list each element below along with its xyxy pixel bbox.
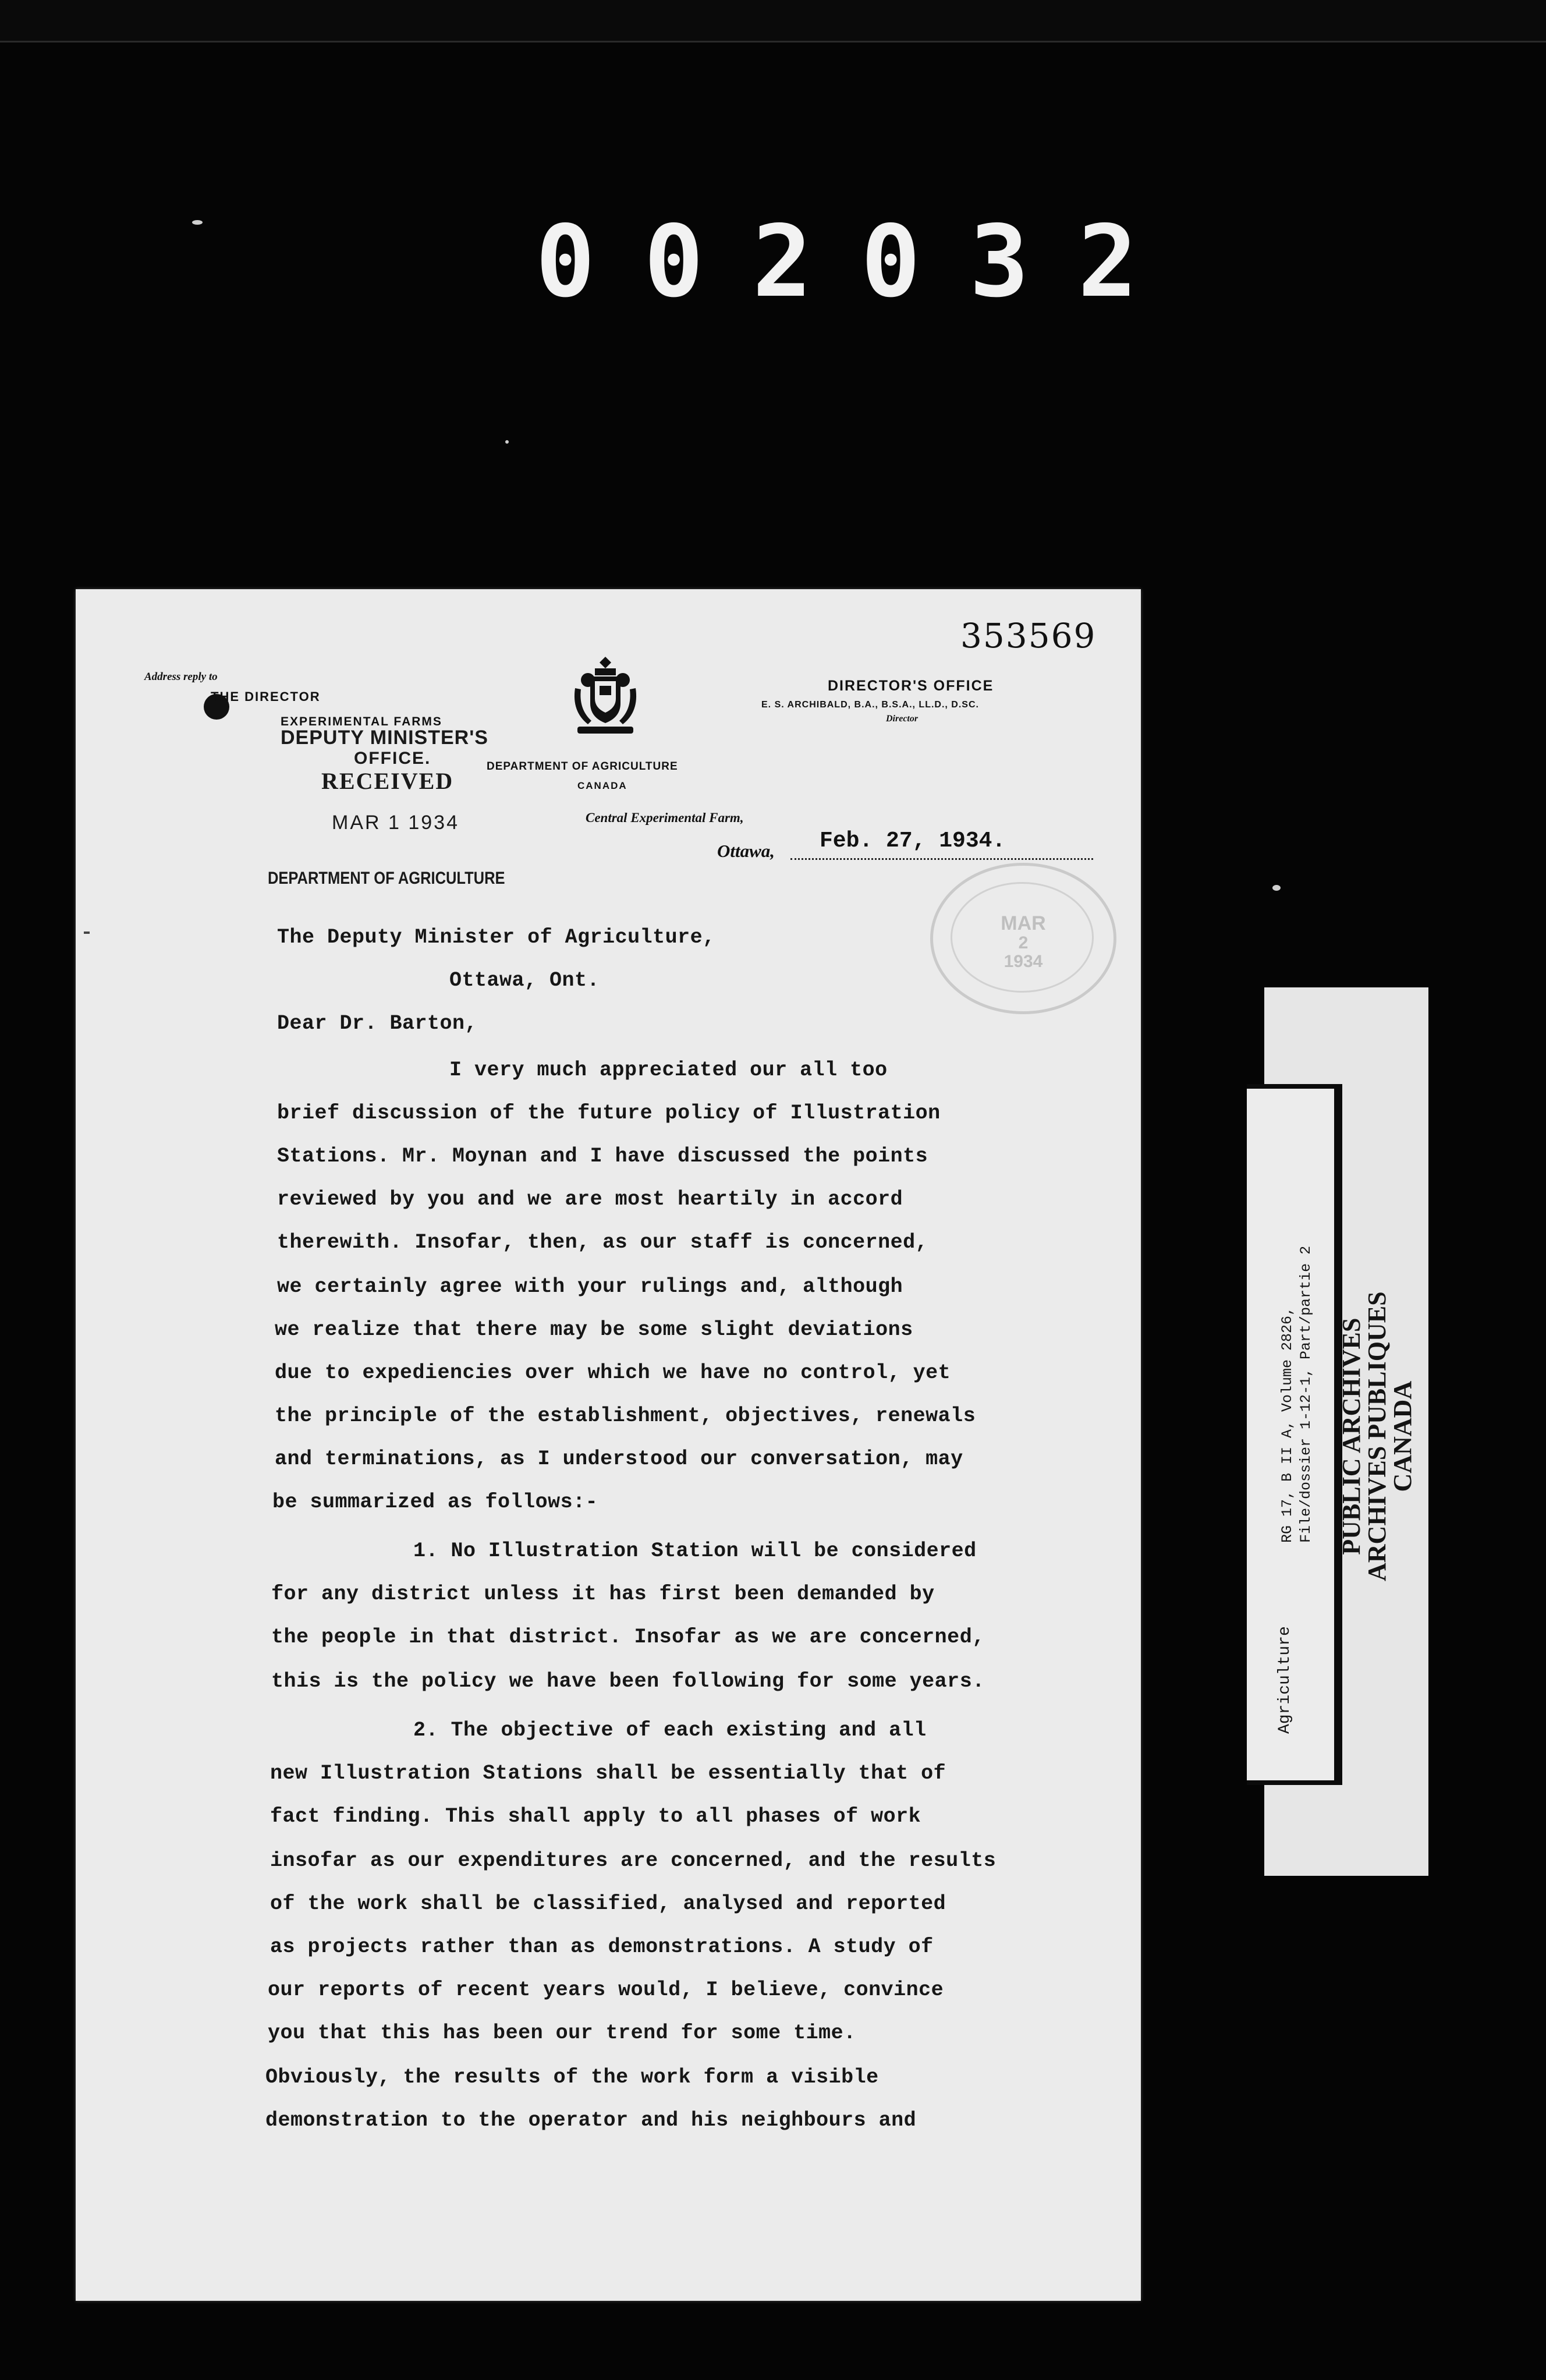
body-line: I very much appreciated our all too <box>449 1058 888 1082</box>
body-line: fact finding. This shall apply to all phases of work <box>270 1805 921 1828</box>
director-name: E. S. ARCHIBALD, B.A., B.S.A., LL.D., D.SC. <box>761 700 979 710</box>
letter-date: Feb. 27, 1934. <box>790 824 1093 860</box>
dust-speck <box>1272 885 1281 891</box>
microfilm-frame-edge <box>0 0 1546 42</box>
salutation: Dear Dr. Barton, <box>277 1012 478 1035</box>
addressee-line: The Deputy Minister of Agriculture, <box>277 926 715 949</box>
the-director-label: THE DIRECTOR <box>211 689 321 704</box>
address-reply-label: Address reply to <box>144 671 218 683</box>
archive-reference-line1: RG 17, B II A, Volume 2826, <box>1279 1306 1296 1543</box>
body-line: we realize that there may be some slight deviations <box>275 1318 913 1341</box>
archive-reference-line2: File/dossier 1-12-1, Part/partie 2 <box>1297 1245 1314 1543</box>
dust-speck <box>192 220 203 225</box>
correspondence-stamp-day: 2 <box>1018 933 1029 952</box>
frame-number: 002032 <box>536 204 1187 320</box>
directors-office-label: DIRECTOR'S OFFICE <box>828 678 994 694</box>
correspondence-stamp-month: MAR <box>1001 912 1046 934</box>
body-line: of the work shall be classified, analysed and reported <box>270 1892 946 1915</box>
body-line: for any district unless it has first been demanded by <box>271 1582 935 1606</box>
file-number: 353569 <box>960 616 1097 656</box>
received-stamp-line1: DEPUTY MINISTER'S <box>281 727 488 749</box>
body-line: our reports of recent years would, I believe, convince <box>268 1978 944 2002</box>
body-line: 2. The objective of each existing and all <box>413 1719 927 1742</box>
body-line: new Illustration Stations shall be essentially that of <box>270 1762 946 1785</box>
body-line: Stations. Mr. Moynan and I have discussed the points <box>277 1145 928 1168</box>
body-line: demonstration to the operator and his neighbours and <box>265 2109 917 2132</box>
body-line: and terminations, as I understood our conversation, may <box>275 1447 963 1471</box>
archive-name-line1: PUBLIC ARCHIVES <box>1337 1318 1366 1555</box>
experimental-farms-label: EXPERIMENTAL FARMS <box>281 715 442 728</box>
archive-name-line3: CANADA <box>1388 1380 1417 1492</box>
body-line: the principle of the establishment, objectives, renewals <box>275 1404 976 1428</box>
body-line: this is the policy we have been following for some years. <box>271 1670 985 1693</box>
received-stamp-date: MAR 1 1934 <box>332 812 459 834</box>
body-line: you that this has been our trend for some time. <box>268 2021 856 2045</box>
dust-speck <box>505 440 509 444</box>
director-title: Director <box>886 714 919 724</box>
city-label: Ottawa, <box>717 841 775 861</box>
received-stamp-dept: DEPARTMENT OF AGRICULTURE <box>268 869 505 888</box>
received-stamp-line3: RECEIVED <box>321 768 454 794</box>
body-line: the people in that district. Insofar as we are concerned, <box>271 1625 985 1649</box>
correspondence-stamp <box>930 863 1116 1014</box>
body-line: due to expediencies over which we have no control, yet <box>275 1361 951 1384</box>
letter-page <box>76 589 1141 2301</box>
archive-name <box>1339 1291 1416 1581</box>
margin-mark <box>84 932 90 934</box>
body-line: brief discussion of the future policy of Illustration <box>277 1102 941 1125</box>
body-line: 1. No Illustration Station will be considered <box>413 1539 977 1563</box>
body-line: reviewed by you and we are most heartily in accord <box>277 1188 903 1211</box>
addressee-city: Ottawa, Ont. <box>449 969 600 992</box>
department-label: DEPARTMENT OF AGRICULTURE <box>487 760 678 773</box>
body-line: insofar as our expenditures are concerned, and the results <box>270 1849 997 1872</box>
body-line: Obviously, the results of the work form a visible <box>265 2066 879 2089</box>
received-stamp-line2: OFFICE. <box>354 749 431 768</box>
body-line: we certainly agree with your rulings and, although <box>277 1275 903 1298</box>
farm-location: Central Experimental Farm, <box>586 810 744 825</box>
body-line: be summarized as follows:- <box>272 1490 598 1514</box>
body-line: therewith. Insofar, then, as our staff is concerned, <box>277 1231 928 1254</box>
archive-name-line2: ARCHIVES PUBLIQUES <box>1363 1291 1391 1581</box>
correspondence-stamp-year: 1934 <box>1004 952 1043 971</box>
coat-of-arms-icon <box>565 653 646 741</box>
country-label: CANADA <box>577 780 627 791</box>
body-line: as projects rather than as demonstrations. A study of <box>270 1935 934 1958</box>
archive-subject: Agriculture <box>1276 1626 1294 1734</box>
archive-reference <box>1278 1246 1315 1543</box>
